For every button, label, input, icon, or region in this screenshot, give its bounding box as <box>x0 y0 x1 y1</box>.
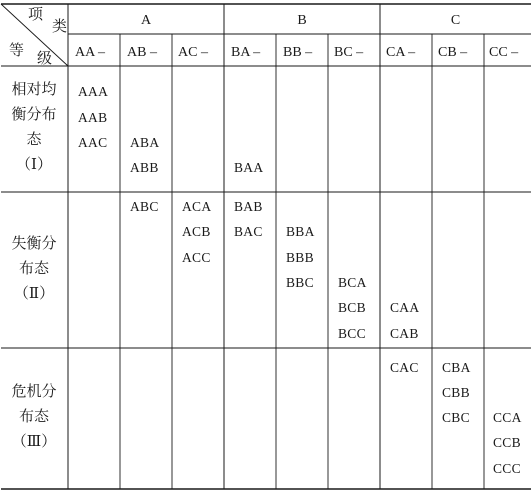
subheader-ab: AB – <box>127 45 157 60</box>
entry-aaa: AAA <box>78 84 109 99</box>
row-label-imbalanced: 失衡分 布态 （Ⅱ） <box>11 236 57 302</box>
entry-bac: BAC <box>234 224 263 239</box>
entry-bbb: BBB <box>286 250 314 265</box>
entry-bab: BAB <box>234 199 263 214</box>
entry-cab: CAB <box>390 326 419 341</box>
entry-abb: ABB <box>130 160 159 175</box>
entry-bbc: BBC <box>286 275 314 290</box>
subheader-aa: AA – <box>75 45 105 60</box>
subheader-cc: CC – <box>489 45 519 60</box>
subheader-bc: BC – <box>334 45 364 60</box>
entry-aac: AAC <box>78 135 108 150</box>
entry-aba: ABA <box>130 135 160 150</box>
corner-label-lei: 类 <box>52 19 68 35</box>
row-label-crisis: 危机分 布态 （Ⅲ） <box>11 384 57 450</box>
entry-caa: CAA <box>390 300 420 315</box>
entry-bcc: BCC <box>338 326 366 341</box>
group-header-a: A <box>140 13 152 28</box>
subheader-ba: BA – <box>231 45 261 60</box>
entry-aca: ACA <box>182 199 212 214</box>
entry-cbc: CBC <box>442 410 470 425</box>
subheader-cb: CB – <box>438 45 468 60</box>
row-label-balanced: 相对均 衡分布 态 （Ⅰ） <box>11 82 57 173</box>
corner-label-xiang: 项 <box>28 7 44 23</box>
entry-cba: CBA <box>442 360 471 375</box>
subheader-ac: AC – <box>178 45 208 60</box>
entry-bba: BBA <box>286 224 315 239</box>
entry-ccc: CCC <box>493 461 521 476</box>
entry-acb: ACB <box>182 224 211 239</box>
entry-abc: ABC <box>130 199 159 214</box>
entry-acc: ACC <box>182 250 211 265</box>
entry-cbb: CBB <box>442 385 470 400</box>
entry-aab: AAB <box>78 110 108 125</box>
entry-baa: BAA <box>234 160 264 175</box>
subheader-ca: CA – <box>386 45 416 60</box>
corner-label-deng: 等 <box>9 43 25 59</box>
entry-bcb: BCB <box>338 300 366 315</box>
corner-label-ji: 级 <box>37 51 53 67</box>
group-header-b: B <box>297 13 307 28</box>
entry-cca: CCA <box>493 410 522 425</box>
subheader-bb: BB – <box>283 45 313 60</box>
entry-cac: CAC <box>390 360 419 375</box>
entry-bca: BCA <box>338 275 367 290</box>
entry-ccb: CCB <box>493 435 521 450</box>
group-header-c: C <box>450 13 461 28</box>
